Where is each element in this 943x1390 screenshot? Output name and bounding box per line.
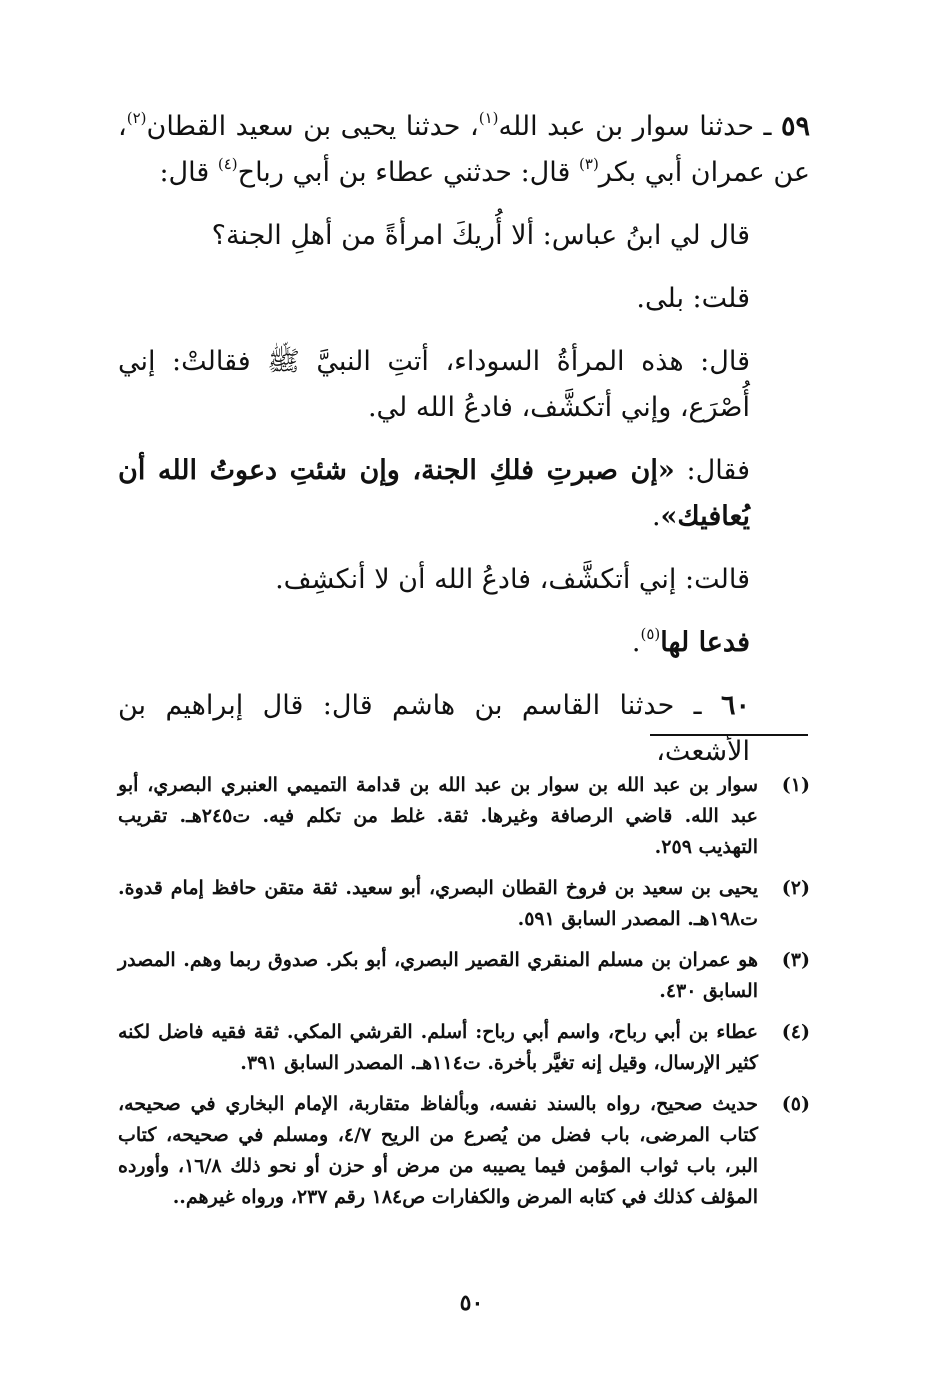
main-text — [118, 104, 810, 792]
footnote-mark: (١) — [781, 774, 810, 796]
hadith-number: ٦٠ — [720, 690, 750, 721]
hadith-text: قال: حدثني عطاء بن أبي رباح — [237, 157, 580, 188]
hadith-number: ٥٩ — [780, 111, 810, 142]
paragraph-text: فدعا لها — [660, 627, 750, 658]
hadith-60 — [118, 683, 810, 775]
footnote-mark: (٣) — [781, 949, 810, 971]
footnote-ref-1: (١) — [478, 109, 499, 127]
footnote-separator — [650, 734, 808, 736]
footnote-text: هو عمران بن مسلم المنقري القصير البصري، أبو بكر. صدوق ربما وهم. المصدر السابق ٤٣٠. — [118, 949, 758, 1002]
footnote — [118, 770, 810, 863]
paragraph: قلت: بلى. — [636, 283, 750, 314]
hadith-text: ، عن عمران أبي بكر — [118, 111, 810, 188]
hadith-text: ـ حدثنا القاسم بن هاشم قال: قال إبراهيم بن الأشعث، — [118, 690, 750, 767]
page-number: ٥٠ — [459, 1290, 484, 1316]
footnote — [118, 873, 810, 935]
prophet-saying: «إن صبرتِ فلكِ الجنة، وإن شئتِ دعوتُ الله أن يُعافيك» — [118, 455, 750, 532]
hadith-text: ، حدثنا يحيى بن سعيد القطان — [146, 111, 479, 142]
footnote-text: حديث صحيح، رواه بالسند نفسه، وبألفاظ متقاربة، الإمام البخاري في صحيحه، كتاب المرضى، باب فضل من يُصرع من الريح ٤/٧، ومسلم في صحيحه، كتاب البر، باب ثواب المؤمن فيما يصيبه من مرض أو حزن أو نحو ذلك ١٦/٨، وأورده المؤلف كذلك في كتابه المرض والكفارات ص١٨٤ رقم ٢٣٧، ورواه غيرهم.. — [118, 1093, 758, 1208]
hadith-59 — [118, 104, 810, 196]
footnote-text: يحيى بن سعيد بن فروخ القطان البصري، أبو سعيد. ثقة متقن حافظ إمام قدوة. ت١٩٨هـ. المصدر السابق ٥٩١. — [118, 877, 758, 930]
paragraph — [118, 620, 810, 666]
paragraph: قالت: إني أتكشَّف، فادعُ الله أن لا أنكشِف. — [275, 564, 750, 595]
paragraph-text: فقال: — [674, 455, 750, 486]
hadith-text: ـ حدثنا سوار بن عبد الله — [498, 111, 781, 142]
paragraph: قال: هذه المرأةُ السوداء، أتتِ النبيَّ ﷺ فقالتْ: إني أُصْرَع، وإني أتكشَّف، فادعُ الله لي. — [118, 346, 750, 423]
footnote-mark: (٢) — [781, 877, 810, 899]
footnote-ref-5: (٥) — [640, 625, 661, 643]
footnote-text: سوار بن عبد الله بن سوار بن عبد الله بن قدامة التميمي العنبري البصري، أبو عبد الله. قاضي الرصافة وغيرها. ثقة. غلط من تكلم فيه. ت٢٤٥هـ. تقريب التهذيب ٢٥٩. — [118, 774, 758, 858]
paragraph-text: . — [651, 501, 661, 532]
footnote-ref-3: (٣) — [579, 155, 599, 173]
paragraph: قال لي ابنُ عباس: ألا أُريكَ امرأةً من أهلِ الجنة؟ — [211, 220, 750, 251]
footnote-ref-4: (٤) — [217, 155, 238, 173]
hadith-text: قال: — [159, 157, 218, 188]
footnote — [118, 945, 810, 1007]
footnote-mark: (٥) — [781, 1093, 810, 1115]
paragraph — [118, 448, 810, 540]
footnote-text: عطاء بن أبي رباح، واسم أبي رباح: أسلم. القرشي المكي. ثقة فقيه فاضل لكنه كثير الإرسال، وقيل إنه تغيَّر بأخرة. ت١١٤هـ. المصدر السابق ٣٩١. — [118, 1021, 758, 1074]
footnote — [118, 1089, 810, 1213]
footnote — [118, 1017, 810, 1079]
footnote-mark: (٤) — [781, 1021, 810, 1043]
footnote-ref-2: (٢) — [126, 109, 147, 127]
footnotes — [118, 770, 810, 1223]
paragraph-text: . — [631, 627, 641, 658]
